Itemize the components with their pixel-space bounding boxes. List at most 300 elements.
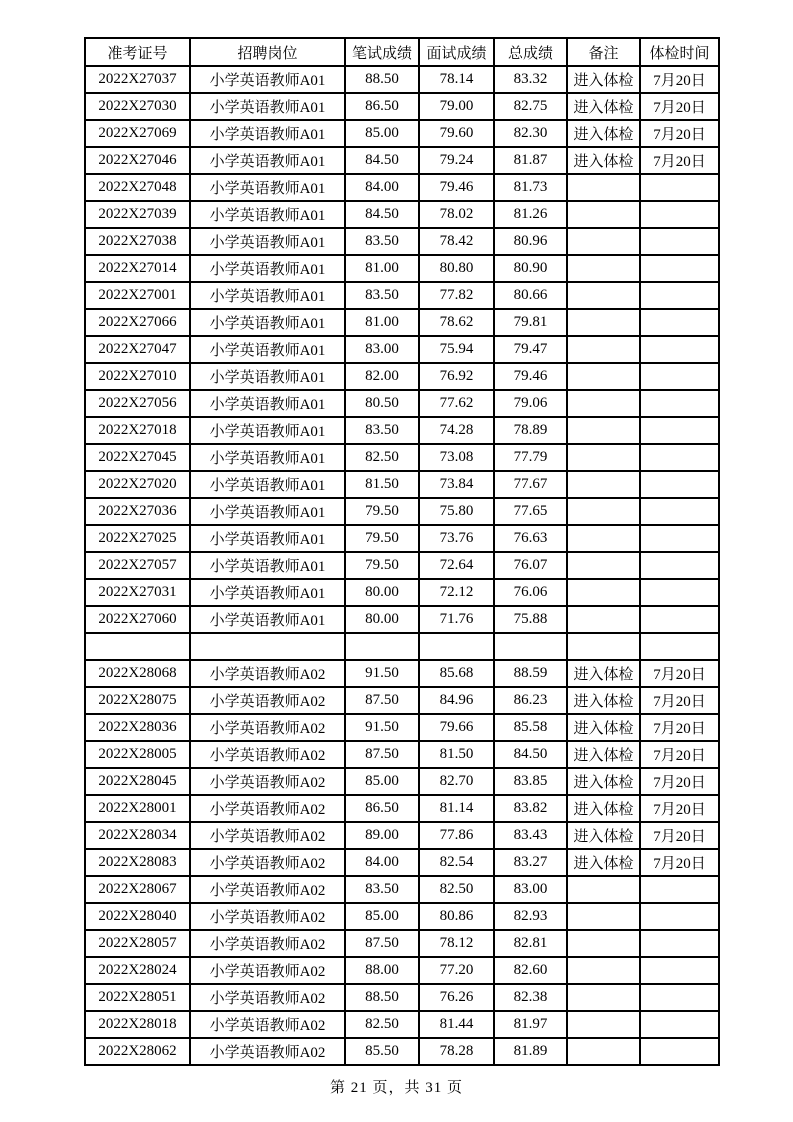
- cell-remark: 进入体检: [567, 147, 640, 174]
- cell-position: 小学英语教师A01: [190, 282, 345, 309]
- cell-total-score: 82.75: [494, 93, 567, 120]
- score-table-body: [85, 66, 719, 1065]
- cell-remark: 进入体检: [567, 849, 640, 876]
- cell-checkup-time: [640, 633, 719, 660]
- cell-checkup-time: [640, 579, 719, 606]
- cell-position: 小学英语教师A02: [190, 903, 345, 930]
- table-row: [85, 255, 719, 282]
- cell-written-score: 82.50: [345, 444, 419, 471]
- table-row: [85, 498, 719, 525]
- cell-position: 小学英语教师A01: [190, 228, 345, 255]
- cell-remark: 进入体检: [567, 66, 640, 93]
- cell-total-score: [494, 633, 567, 660]
- cell-remark: [567, 363, 640, 390]
- cell-position: 小学英语教师A01: [190, 93, 345, 120]
- cell-remark: [567, 228, 640, 255]
- cell-remark: 进入体检: [567, 795, 640, 822]
- table-row: [85, 525, 719, 552]
- cell-written-score: 87.50: [345, 741, 419, 768]
- header-remark: 备注: [567, 38, 640, 66]
- table-row: [85, 822, 719, 849]
- cell-checkup-time: [640, 957, 719, 984]
- table-row: [85, 660, 719, 687]
- cell-position: 小学英语教师A01: [190, 336, 345, 363]
- cell-interview-score: 75.80: [419, 498, 494, 525]
- page-number-footer: 第 21 页，共 31 页: [329, 1080, 463, 1096]
- header-row: [85, 38, 719, 66]
- cell-total-score: 83.00: [494, 876, 567, 903]
- cell-position: 小学英语教师A01: [190, 525, 345, 552]
- cell-exam-number: 2022X27060: [85, 606, 190, 633]
- cell-checkup-time: [640, 1038, 719, 1065]
- table-row: [85, 93, 719, 120]
- cell-exam-number: 2022X27010: [85, 363, 190, 390]
- header-checkup-time: 体检时间: [640, 38, 719, 66]
- cell-checkup-time: 7月20日: [640, 849, 719, 876]
- cell-checkup-time: [640, 282, 719, 309]
- cell-position: 小学英语教师A02: [190, 714, 345, 741]
- cell-exam-number: 2022X27046: [85, 147, 190, 174]
- table-row: [85, 552, 719, 579]
- cell-written-score: 82.00: [345, 363, 419, 390]
- table-row: [85, 1011, 719, 1038]
- cell-position: 小学英语教师A01: [190, 552, 345, 579]
- cell-remark: 进入体检: [567, 741, 640, 768]
- cell-remark: [567, 471, 640, 498]
- cell-total-score: 77.65: [494, 498, 567, 525]
- cell-remark: [567, 903, 640, 930]
- cell-total-score: 79.46: [494, 363, 567, 390]
- table-row: [85, 228, 719, 255]
- cell-position: 小学英语教师A01: [190, 417, 345, 444]
- cell-checkup-time: 7月20日: [640, 66, 719, 93]
- cell-written-score: 83.50: [345, 282, 419, 309]
- cell-exam-number: 2022X27039: [85, 201, 190, 228]
- table-row: [85, 741, 719, 768]
- table-row: [85, 120, 719, 147]
- cell-checkup-time: [640, 984, 719, 1011]
- cell-written-score: 80.00: [345, 579, 419, 606]
- cell-written-score: 79.50: [345, 498, 419, 525]
- cell-written-score: 85.50: [345, 1038, 419, 1065]
- cell-position: 小学英语教师A01: [190, 174, 345, 201]
- cell-checkup-time: [640, 552, 719, 579]
- cell-position: 小学英语教师A02: [190, 957, 345, 984]
- cell-total-score: 83.85: [494, 768, 567, 795]
- cell-remark: 进入体检: [567, 768, 640, 795]
- cell-checkup-time: [640, 309, 719, 336]
- cell-total-score: 81.89: [494, 1038, 567, 1065]
- cell-checkup-time: [640, 471, 719, 498]
- table-row: [85, 390, 719, 417]
- table-row: [85, 930, 719, 957]
- cell-interview-score: 78.14: [419, 66, 494, 93]
- cell-total-score: 81.87: [494, 147, 567, 174]
- cell-interview-score: 76.92: [419, 363, 494, 390]
- cell-written-score: 82.50: [345, 1011, 419, 1038]
- table-row: [85, 984, 719, 1011]
- cell-remark: [567, 633, 640, 660]
- cell-position: 小学英语教师A01: [190, 498, 345, 525]
- header-interview-score: 面试成绩: [419, 38, 494, 66]
- score-table-header: [85, 38, 719, 66]
- table-row: [85, 633, 719, 660]
- cell-remark: [567, 552, 640, 579]
- cell-checkup-time: [640, 525, 719, 552]
- table-row: [85, 849, 719, 876]
- table-row: [85, 471, 719, 498]
- table-row: [85, 66, 719, 93]
- cell-exam-number: 2022X28001: [85, 795, 190, 822]
- cell-written-score: 91.50: [345, 714, 419, 741]
- cell-interview-score: 72.12: [419, 579, 494, 606]
- cell-remark: [567, 282, 640, 309]
- cell-remark: [567, 606, 640, 633]
- cell-written-score: 85.00: [345, 903, 419, 930]
- cell-position: 小学英语教师A02: [190, 795, 345, 822]
- cell-total-score: 78.89: [494, 417, 567, 444]
- cell-interview-score: [419, 633, 494, 660]
- table-row: [85, 903, 719, 930]
- table-row: [85, 174, 719, 201]
- cell-interview-score: 79.00: [419, 93, 494, 120]
- cell-remark: [567, 498, 640, 525]
- cell-exam-number: 2022X27025: [85, 525, 190, 552]
- cell-checkup-time: 7月20日: [640, 741, 719, 768]
- cell-position: 小学英语教师A02: [190, 984, 345, 1011]
- cell-remark: [567, 201, 640, 228]
- cell-total-score: 80.66: [494, 282, 567, 309]
- cell-remark: [567, 984, 640, 1011]
- cell-total-score: 83.82: [494, 795, 567, 822]
- cell-remark: [567, 957, 640, 984]
- header-exam-number: 准考证号: [85, 38, 190, 66]
- cell-total-score: 82.60: [494, 957, 567, 984]
- cell-total-score: 86.23: [494, 687, 567, 714]
- cell-total-score: 83.43: [494, 822, 567, 849]
- cell-written-score: 81.00: [345, 309, 419, 336]
- cell-position: 小学英语教师A01: [190, 309, 345, 336]
- cell-exam-number: 2022X28040: [85, 903, 190, 930]
- cell-remark: 进入体检: [567, 660, 640, 687]
- cell-position: 小学英语教师A01: [190, 471, 345, 498]
- cell-position: 小学英语教师A01: [190, 606, 345, 633]
- cell-exam-number: 2022X27018: [85, 417, 190, 444]
- cell-interview-score: 80.80: [419, 255, 494, 282]
- cell-exam-number: 2022X27020: [85, 471, 190, 498]
- cell-remark: [567, 174, 640, 201]
- cell-total-score: 84.50: [494, 741, 567, 768]
- cell-checkup-time: 7月20日: [640, 660, 719, 687]
- cell-interview-score: 78.42: [419, 228, 494, 255]
- cell-position: 小学英语教师A01: [190, 66, 345, 93]
- cell-exam-number: 2022X28034: [85, 822, 190, 849]
- table-row: [85, 876, 719, 903]
- cell-total-score: 79.06: [494, 390, 567, 417]
- cell-exam-number: [85, 633, 190, 660]
- cell-remark: [567, 444, 640, 471]
- table-row: [85, 768, 719, 795]
- cell-written-score: 91.50: [345, 660, 419, 687]
- cell-total-score: 79.47: [494, 336, 567, 363]
- cell-total-score: 82.30: [494, 120, 567, 147]
- cell-written-score: 83.50: [345, 417, 419, 444]
- cell-checkup-time: [640, 606, 719, 633]
- cell-position: 小学英语教师A01: [190, 201, 345, 228]
- cell-interview-score: 74.28: [419, 417, 494, 444]
- cell-checkup-time: [640, 336, 719, 363]
- table-row: [85, 687, 719, 714]
- cell-exam-number: 2022X28018: [85, 1011, 190, 1038]
- cell-written-score: 84.00: [345, 174, 419, 201]
- cell-position: 小学英语教师A01: [190, 120, 345, 147]
- cell-exam-number: 2022X27056: [85, 390, 190, 417]
- cell-checkup-time: 7月20日: [640, 795, 719, 822]
- cell-position: [190, 633, 345, 660]
- cell-interview-score: 84.96: [419, 687, 494, 714]
- cell-checkup-time: 7月20日: [640, 687, 719, 714]
- cell-written-score: 83.50: [345, 876, 419, 903]
- cell-exam-number: 2022X28083: [85, 849, 190, 876]
- cell-remark: 进入体检: [567, 687, 640, 714]
- cell-interview-score: 79.46: [419, 174, 494, 201]
- cell-total-score: 77.79: [494, 444, 567, 471]
- table-row: [85, 579, 719, 606]
- cell-interview-score: 73.76: [419, 525, 494, 552]
- cell-interview-score: 77.20: [419, 957, 494, 984]
- cell-checkup-time: [640, 444, 719, 471]
- cell-checkup-time: [640, 201, 719, 228]
- cell-total-score: 76.07: [494, 552, 567, 579]
- cell-interview-score: 78.62: [419, 309, 494, 336]
- cell-written-score: 81.50: [345, 471, 419, 498]
- cell-checkup-time: 7月20日: [640, 93, 719, 120]
- cell-position: 小学英语教师A02: [190, 687, 345, 714]
- cell-checkup-time: 7月20日: [640, 120, 719, 147]
- cell-interview-score: 73.08: [419, 444, 494, 471]
- cell-interview-score: 78.28: [419, 1038, 494, 1065]
- table-row: [85, 147, 719, 174]
- cell-checkup-time: [640, 228, 719, 255]
- cell-exam-number: 2022X27014: [85, 255, 190, 282]
- cell-remark: [567, 309, 640, 336]
- cell-interview-score: 78.02: [419, 201, 494, 228]
- cell-total-score: 79.81: [494, 309, 567, 336]
- cell-interview-score: 82.50: [419, 876, 494, 903]
- cell-remark: [567, 255, 640, 282]
- cell-exam-number: 2022X27045: [85, 444, 190, 471]
- cell-checkup-time: 7月20日: [640, 822, 719, 849]
- cell-position: 小学英语教师A01: [190, 363, 345, 390]
- cell-exam-number: 2022X27001: [85, 282, 190, 309]
- cell-interview-score: 77.86: [419, 822, 494, 849]
- cell-position: 小学英语教师A02: [190, 876, 345, 903]
- cell-exam-number: 2022X28024: [85, 957, 190, 984]
- cell-checkup-time: [640, 174, 719, 201]
- cell-total-score: 80.90: [494, 255, 567, 282]
- cell-position: 小学英语教师A01: [190, 255, 345, 282]
- cell-checkup-time: 7月20日: [640, 768, 719, 795]
- cell-written-score: [345, 633, 419, 660]
- cell-interview-score: 75.94: [419, 336, 494, 363]
- cell-total-score: 82.81: [494, 930, 567, 957]
- cell-exam-number: 2022X27066: [85, 309, 190, 336]
- cell-remark: [567, 579, 640, 606]
- cell-total-score: 85.58: [494, 714, 567, 741]
- table-row: [85, 1038, 719, 1065]
- cell-remark: 进入体检: [567, 120, 640, 147]
- cell-written-score: 88.00: [345, 957, 419, 984]
- cell-interview-score: 81.50: [419, 741, 494, 768]
- cell-total-score: 81.97: [494, 1011, 567, 1038]
- cell-interview-score: 77.82: [419, 282, 494, 309]
- table-row: [85, 417, 719, 444]
- cell-written-score: 86.50: [345, 795, 419, 822]
- cell-total-score: 76.63: [494, 525, 567, 552]
- cell-total-score: 83.32: [494, 66, 567, 93]
- cell-remark: [567, 930, 640, 957]
- cell-exam-number: 2022X28068: [85, 660, 190, 687]
- cell-written-score: 85.00: [345, 768, 419, 795]
- cell-exam-number: 2022X28036: [85, 714, 190, 741]
- cell-checkup-time: [640, 255, 719, 282]
- cell-remark: [567, 417, 640, 444]
- cell-written-score: 84.00: [345, 849, 419, 876]
- cell-checkup-time: [640, 363, 719, 390]
- cell-remark: [567, 1038, 640, 1065]
- table-row: [85, 336, 719, 363]
- score-table: [84, 37, 720, 1066]
- cell-written-score: 79.50: [345, 552, 419, 579]
- cell-checkup-time: [640, 876, 719, 903]
- cell-written-score: 80.50: [345, 390, 419, 417]
- cell-total-score: 80.96: [494, 228, 567, 255]
- cell-checkup-time: [640, 930, 719, 957]
- table-row: [85, 606, 719, 633]
- cell-exam-number: 2022X27037: [85, 66, 190, 93]
- cell-position: 小学英语教师A02: [190, 768, 345, 795]
- cell-interview-score: 71.76: [419, 606, 494, 633]
- cell-written-score: 88.50: [345, 66, 419, 93]
- cell-exam-number: 2022X27036: [85, 498, 190, 525]
- cell-position: 小学英语教师A02: [190, 822, 345, 849]
- cell-position: 小学英语教师A01: [190, 390, 345, 417]
- table-row: [85, 444, 719, 471]
- cell-total-score: 82.38: [494, 984, 567, 1011]
- cell-written-score: 88.50: [345, 984, 419, 1011]
- cell-exam-number: 2022X28051: [85, 984, 190, 1011]
- cell-checkup-time: [640, 417, 719, 444]
- cell-interview-score: 82.54: [419, 849, 494, 876]
- cell-written-score: 83.50: [345, 228, 419, 255]
- cell-exam-number: 2022X28005: [85, 741, 190, 768]
- cell-position: 小学英语教师A02: [190, 741, 345, 768]
- cell-written-score: 89.00: [345, 822, 419, 849]
- cell-exam-number: 2022X27031: [85, 579, 190, 606]
- cell-total-score: 81.26: [494, 201, 567, 228]
- cell-position: 小学英语教师A01: [190, 444, 345, 471]
- cell-exam-number: 2022X27048: [85, 174, 190, 201]
- cell-written-score: 87.50: [345, 687, 419, 714]
- cell-remark: 进入体检: [567, 822, 640, 849]
- cell-position: 小学英语教师A01: [190, 147, 345, 174]
- cell-exam-number: 2022X28067: [85, 876, 190, 903]
- cell-interview-score: 82.70: [419, 768, 494, 795]
- cell-interview-score: 79.24: [419, 147, 494, 174]
- cell-written-score: 85.00: [345, 120, 419, 147]
- cell-position: 小学英语教师A02: [190, 660, 345, 687]
- cell-remark: [567, 336, 640, 363]
- cell-exam-number: 2022X28057: [85, 930, 190, 957]
- cell-written-score: 84.50: [345, 201, 419, 228]
- cell-interview-score: 80.86: [419, 903, 494, 930]
- cell-total-score: 76.06: [494, 579, 567, 606]
- cell-total-score: 83.27: [494, 849, 567, 876]
- cell-written-score: 81.00: [345, 255, 419, 282]
- cell-interview-score: 81.44: [419, 1011, 494, 1038]
- cell-exam-number: 2022X27069: [85, 120, 190, 147]
- cell-exam-number: 2022X28062: [85, 1038, 190, 1065]
- cell-exam-number: 2022X27030: [85, 93, 190, 120]
- table-row: [85, 201, 719, 228]
- table-row: [85, 714, 719, 741]
- table-row: [85, 795, 719, 822]
- cell-checkup-time: 7月20日: [640, 714, 719, 741]
- cell-interview-score: 81.14: [419, 795, 494, 822]
- cell-checkup-time: 7月20日: [640, 147, 719, 174]
- table-row: [85, 309, 719, 336]
- cell-exam-number: 2022X27047: [85, 336, 190, 363]
- cell-interview-score: 85.68: [419, 660, 494, 687]
- cell-exam-number: 2022X28045: [85, 768, 190, 795]
- cell-checkup-time: [640, 498, 719, 525]
- header-position: 招聘岗位: [190, 38, 345, 66]
- cell-exam-number: 2022X27057: [85, 552, 190, 579]
- cell-written-score: 83.00: [345, 336, 419, 363]
- cell-position: 小学英语教师A01: [190, 579, 345, 606]
- cell-position: 小学英语教师A02: [190, 849, 345, 876]
- cell-remark: [567, 525, 640, 552]
- cell-exam-number: 2022X27038: [85, 228, 190, 255]
- cell-interview-score: 72.64: [419, 552, 494, 579]
- table-row: [85, 363, 719, 390]
- cell-interview-score: 73.84: [419, 471, 494, 498]
- cell-interview-score: 76.26: [419, 984, 494, 1011]
- header-total-score: 总成绩: [494, 38, 567, 66]
- cell-interview-score: 77.62: [419, 390, 494, 417]
- cell-interview-score: 79.66: [419, 714, 494, 741]
- table-row: [85, 282, 719, 309]
- header-written-score: 笔试成绩: [345, 38, 419, 66]
- cell-written-score: 84.50: [345, 147, 419, 174]
- cell-total-score: 88.59: [494, 660, 567, 687]
- cell-position: 小学英语教师A02: [190, 1011, 345, 1038]
- cell-remark: 进入体检: [567, 93, 640, 120]
- cell-position: 小学英语教师A02: [190, 930, 345, 957]
- cell-interview-score: 78.12: [419, 930, 494, 957]
- cell-exam-number: 2022X28075: [85, 687, 190, 714]
- cell-total-score: 77.67: [494, 471, 567, 498]
- cell-remark: [567, 390, 640, 417]
- cell-remark: 进入体检: [567, 714, 640, 741]
- cell-total-score: 75.88: [494, 606, 567, 633]
- cell-interview-score: 79.60: [419, 120, 494, 147]
- cell-remark: [567, 876, 640, 903]
- cell-written-score: 87.50: [345, 930, 419, 957]
- cell-checkup-time: [640, 1011, 719, 1038]
- cell-total-score: 82.93: [494, 903, 567, 930]
- table-row: [85, 957, 719, 984]
